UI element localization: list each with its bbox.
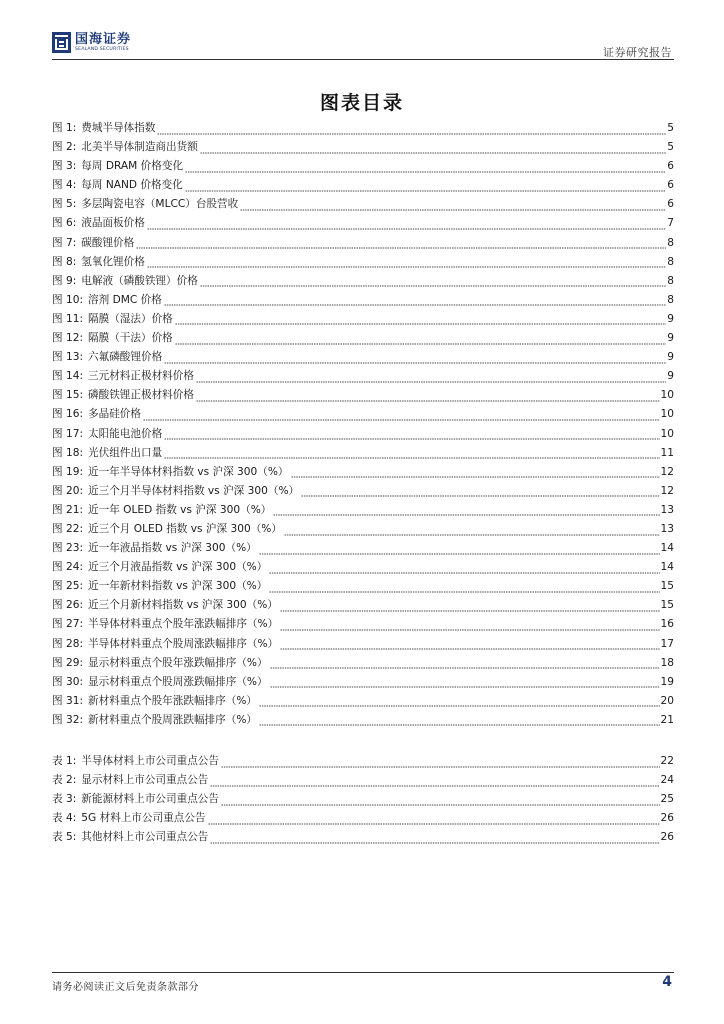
- dot-leader: [273, 514, 659, 516]
- page-title: 图表目录: [319, 92, 404, 114]
- entry-label: 图 20:: [52, 484, 84, 497]
- entry-label: 图 5:: [52, 198, 77, 211]
- entry-title: 近一年液晶指数 vs 沪深 300（%）: [88, 542, 257, 555]
- header-divider: [52, 59, 674, 60]
- entry-label: 图 15:: [52, 389, 84, 402]
- entry-title: 电解液（磷酸铁锂）价格: [81, 274, 198, 287]
- entry-page-number: 9: [667, 312, 674, 325]
- entry-label: 图 24:: [52, 561, 84, 574]
- dot-leader: [259, 553, 660, 555]
- entry-title: 近一年半导体材料指数 vs 沪深 300（%）: [88, 465, 289, 478]
- entry-page-number: 15: [660, 580, 674, 593]
- entry-label: 图 25:: [52, 580, 84, 593]
- entry-label: 图 31:: [52, 694, 84, 707]
- entry-title: 半导体材料重点个股周涨跌幅排序（%）: [88, 637, 279, 650]
- figure-list: [52, 120, 674, 731]
- table-entry[interactable]: [52, 810, 674, 829]
- entry-label: 图 9:: [52, 274, 77, 287]
- dot-leader: [175, 323, 666, 325]
- entry-page-number: 14: [660, 542, 674, 555]
- entry-page-number: 26: [660, 831, 674, 844]
- entry-page-number: 9: [667, 370, 674, 383]
- entry-title: 每周 DRAM 价格变化: [81, 160, 184, 173]
- entry-page-number: 15: [660, 599, 674, 612]
- entry-page-number: 10: [660, 427, 674, 440]
- entry-page-number: 19: [660, 675, 674, 688]
- figure-entry[interactable]: [52, 273, 674, 292]
- figure-entry[interactable]: [52, 177, 674, 196]
- entry-page-number: 7: [667, 217, 674, 230]
- figure-entry[interactable]: [52, 349, 674, 368]
- entry-label: 图 17:: [52, 427, 84, 440]
- entry-title: 六氟磷酸锂价格: [88, 351, 163, 364]
- entry-label: 图 3:: [52, 160, 77, 173]
- table-of-contents: [52, 120, 674, 848]
- entry-label: 图 18:: [52, 446, 84, 459]
- entry-page-number: 12: [660, 484, 674, 497]
- entry-title: 近三个月半导体材料指数 vs 沪深 300（%）: [88, 484, 300, 497]
- entry-page-number: 8: [667, 293, 674, 306]
- entry-page-number: 8: [667, 255, 674, 268]
- entry-title: 近一年 OLED 指数 vs 沪深 300（%）: [88, 503, 272, 516]
- entry-label: 图 12:: [52, 332, 84, 345]
- figure-entry[interactable]: [52, 597, 674, 616]
- entry-title: 显示材料上市公司重点公告: [81, 774, 209, 787]
- figure-entry[interactable]: [52, 502, 674, 521]
- figure-entry[interactable]: [52, 292, 674, 311]
- entry-title: 新能源材料上市公司重点公告: [81, 793, 219, 806]
- dot-leader: [210, 842, 659, 844]
- entry-label: 图 8:: [52, 255, 77, 268]
- entry-title: 隔膜（干法）价格: [88, 332, 173, 345]
- disclaimer-note: 请务必阅读正文后免责条款部分: [52, 982, 199, 993]
- entry-page-number: 13: [660, 503, 674, 516]
- dot-leader: [164, 457, 659, 459]
- dot-leader: [147, 266, 666, 268]
- entry-title: 近三个月 OLED 指数 vs 沪深 300（%）: [88, 522, 282, 535]
- entry-page-number: 5: [667, 141, 674, 154]
- figure-entry[interactable]: [52, 464, 674, 483]
- entry-title: 液晶面板价格: [81, 217, 145, 230]
- entry-label: 图 19:: [52, 465, 84, 478]
- entry-label: 图 16:: [52, 408, 84, 421]
- entry-page-number: 8: [667, 236, 674, 249]
- figure-entry[interactable]: [52, 655, 674, 674]
- entry-title: 磷酸铁锂正极材料价格: [88, 389, 194, 402]
- entry-title: 显示材料重点个股年涨跌幅排序（%）: [88, 656, 268, 669]
- entry-title: 近三个月液晶指数 vs 沪深 300（%）: [88, 561, 268, 574]
- entry-label: 表 5:: [52, 831, 77, 844]
- entry-page-number: 9: [667, 351, 674, 364]
- figure-entry[interactable]: [52, 254, 674, 273]
- entry-label: 图 27:: [52, 618, 84, 631]
- page-footer: [52, 972, 674, 993]
- dot-leader: [269, 591, 659, 593]
- entry-title: 其他材料上市公司重点公告: [81, 831, 209, 844]
- dot-leader: [196, 381, 666, 383]
- entry-page-number: 11: [660, 446, 674, 459]
- entry-label: 图 2:: [52, 141, 77, 154]
- entry-title: 5G 材料上市公司重点公告: [81, 812, 206, 825]
- logo-name-cn: 国海证券: [75, 31, 132, 47]
- dot-leader: [200, 152, 666, 154]
- figure-entry[interactable]: [52, 330, 674, 349]
- figure-entry[interactable]: [52, 215, 674, 234]
- entry-label: 图 30:: [52, 675, 84, 688]
- dot-leader: [164, 438, 659, 440]
- company-logo: [52, 32, 131, 53]
- entry-page-number: 14: [660, 561, 674, 574]
- dot-leader: [210, 785, 659, 787]
- page-header: [52, 30, 674, 64]
- figure-entry[interactable]: [52, 445, 674, 464]
- figure-entry[interactable]: [52, 578, 674, 597]
- entry-title: 近一年新材料指数 vs 沪深 300（%）: [88, 580, 268, 593]
- dot-leader: [284, 534, 660, 536]
- entry-page-number: 20: [660, 694, 674, 707]
- dot-leader: [147, 228, 666, 230]
- dot-leader: [280, 610, 660, 612]
- entry-page-number: 10: [660, 408, 674, 421]
- dot-leader: [185, 171, 666, 173]
- entry-title: 太阳能电池价格: [88, 427, 163, 440]
- entry-title: 多层陶瓷电容（MLCC）台股营收: [81, 198, 239, 211]
- entry-label: 图 7:: [52, 236, 77, 249]
- entry-title: 显示材料重点个股周涨跌幅排序（%）: [88, 675, 268, 688]
- entry-title: 半导体材料重点个股年涨跌幅排序（%）: [88, 618, 279, 631]
- entry-label: 图 14:: [52, 370, 84, 383]
- entry-page-number: 9: [667, 332, 674, 345]
- figure-entry[interactable]: [52, 540, 674, 559]
- table-entry[interactable]: [52, 753, 674, 772]
- table-entry[interactable]: [52, 791, 674, 810]
- entry-label: 图 11:: [52, 312, 84, 325]
- entry-label: 图 6:: [52, 217, 77, 230]
- entry-label: 图 26:: [52, 599, 84, 612]
- entry-title: 氢氧化锂价格: [81, 255, 145, 268]
- table-entry[interactable]: [52, 772, 674, 791]
- dot-leader: [200, 285, 666, 287]
- entry-label: 图 1:: [52, 122, 77, 134]
- dot-leader: [259, 705, 660, 707]
- entry-label: 表 4:: [52, 812, 77, 825]
- dot-leader: [185, 190, 666, 192]
- table-entry[interactable]: [52, 829, 674, 848]
- figure-entry[interactable]: [52, 636, 674, 655]
- dot-leader: [240, 209, 666, 211]
- entry-title: 每周 NAND 价格变化: [81, 179, 183, 192]
- entry-page-number: 5: [667, 122, 674, 134]
- figure-entry[interactable]: [52, 426, 674, 445]
- section-gap: [52, 731, 674, 753]
- figure-entry[interactable]: [52, 120, 674, 139]
- entry-page-number: 22: [660, 755, 674, 767]
- entry-title: 隔膜（湿法）价格: [88, 312, 173, 325]
- entry-title: 三元材料正极材料价格: [88, 370, 194, 383]
- figure-entry[interactable]: [52, 368, 674, 387]
- footer-divider: [52, 972, 674, 973]
- entry-title: 多晶硅价格: [88, 408, 141, 421]
- report-type-label: 证券研究报告: [603, 46, 672, 59]
- figure-entry[interactable]: [52, 616, 674, 635]
- logo-name-en: SEALAND SECURITIES: [75, 46, 129, 52]
- entry-label: 图 21:: [52, 503, 84, 516]
- entry-label: 图 29:: [52, 656, 84, 669]
- entry-label: 表 2:: [52, 774, 77, 787]
- dot-leader: [164, 304, 666, 306]
- entry-label: 图 28:: [52, 637, 84, 650]
- figure-entry[interactable]: [52, 693, 674, 712]
- page-number: 4: [662, 974, 672, 990]
- figure-entry[interactable]: [52, 158, 674, 177]
- entry-label: 表 3:: [52, 793, 77, 806]
- dot-leader: [143, 419, 660, 421]
- dot-leader: [208, 823, 660, 825]
- dot-leader: [301, 495, 659, 497]
- entry-page-number: 10: [660, 389, 674, 402]
- entry-page-number: 25: [660, 793, 674, 806]
- dot-leader: [136, 247, 666, 249]
- entry-page-number: 6: [667, 198, 674, 211]
- entry-page-number: 12: [660, 465, 674, 478]
- figure-entry[interactable]: [52, 712, 674, 731]
- figure-entry[interactable]: [52, 387, 674, 406]
- dot-leader: [269, 572, 659, 574]
- sealand-logo-icon: [52, 32, 71, 53]
- entry-title: 溶剂 DMC 价格: [88, 293, 162, 306]
- entry-page-number: 21: [660, 713, 674, 726]
- figure-entry[interactable]: [52, 311, 674, 330]
- dot-leader: [280, 629, 659, 631]
- entry-label: 图 4:: [52, 179, 77, 192]
- entry-title: 近三个月新材料指数 vs 沪深 300（%）: [88, 599, 278, 612]
- dot-leader: [291, 476, 660, 478]
- dot-leader: [175, 343, 666, 345]
- dot-leader: [157, 133, 666, 135]
- dot-leader: [196, 400, 660, 402]
- entry-page-number: 18: [660, 656, 674, 669]
- dot-leader: [221, 804, 660, 806]
- entry-title: 光伏组件出口量: [88, 446, 163, 459]
- entry-title: 费城半导体指数: [81, 122, 156, 134]
- figure-entry[interactable]: [52, 674, 674, 693]
- entry-label: 图 22:: [52, 522, 84, 535]
- figure-entry[interactable]: [52, 235, 674, 254]
- entry-label: 图 32:: [52, 713, 84, 726]
- entry-title: 半导体材料上市公司重点公告: [81, 755, 219, 767]
- figure-entry[interactable]: [52, 139, 674, 158]
- dot-leader: [164, 362, 666, 364]
- entry-page-number: 6: [667, 160, 674, 173]
- entry-page-number: 17: [660, 637, 674, 650]
- entry-page-number: 24: [660, 774, 674, 787]
- dot-leader: [259, 724, 660, 726]
- figure-entry[interactable]: [52, 521, 674, 540]
- figure-entry[interactable]: [52, 406, 674, 425]
- dot-leader: [270, 686, 660, 688]
- entry-title: 新材料重点个股周涨跌幅排序（%）: [88, 713, 257, 726]
- dot-leader: [270, 667, 660, 669]
- entry-label: 图 13:: [52, 351, 84, 364]
- entry-title: 碳酸锂价格: [81, 236, 135, 249]
- entry-title: 新材料重点个股年涨跌幅排序（%）: [88, 694, 257, 707]
- entry-page-number: 6: [667, 179, 674, 192]
- entry-label: 表 1:: [52, 755, 77, 767]
- dot-leader: [221, 766, 660, 768]
- entry-label: 图 23:: [52, 542, 84, 555]
- entry-page-number: 16: [660, 618, 674, 631]
- entry-title: 北美半导体制造商出货额: [81, 141, 198, 154]
- entry-label: 图 10:: [52, 293, 84, 306]
- entry-page-number: 26: [660, 812, 674, 825]
- figure-entry[interactable]: [52, 483, 674, 502]
- entry-page-number: 8: [667, 274, 674, 287]
- figure-entry[interactable]: [52, 559, 674, 578]
- table-list: [52, 753, 674, 848]
- dot-leader: [280, 648, 659, 650]
- entry-page-number: 13: [660, 522, 674, 535]
- figure-entry[interactable]: [52, 196, 674, 215]
